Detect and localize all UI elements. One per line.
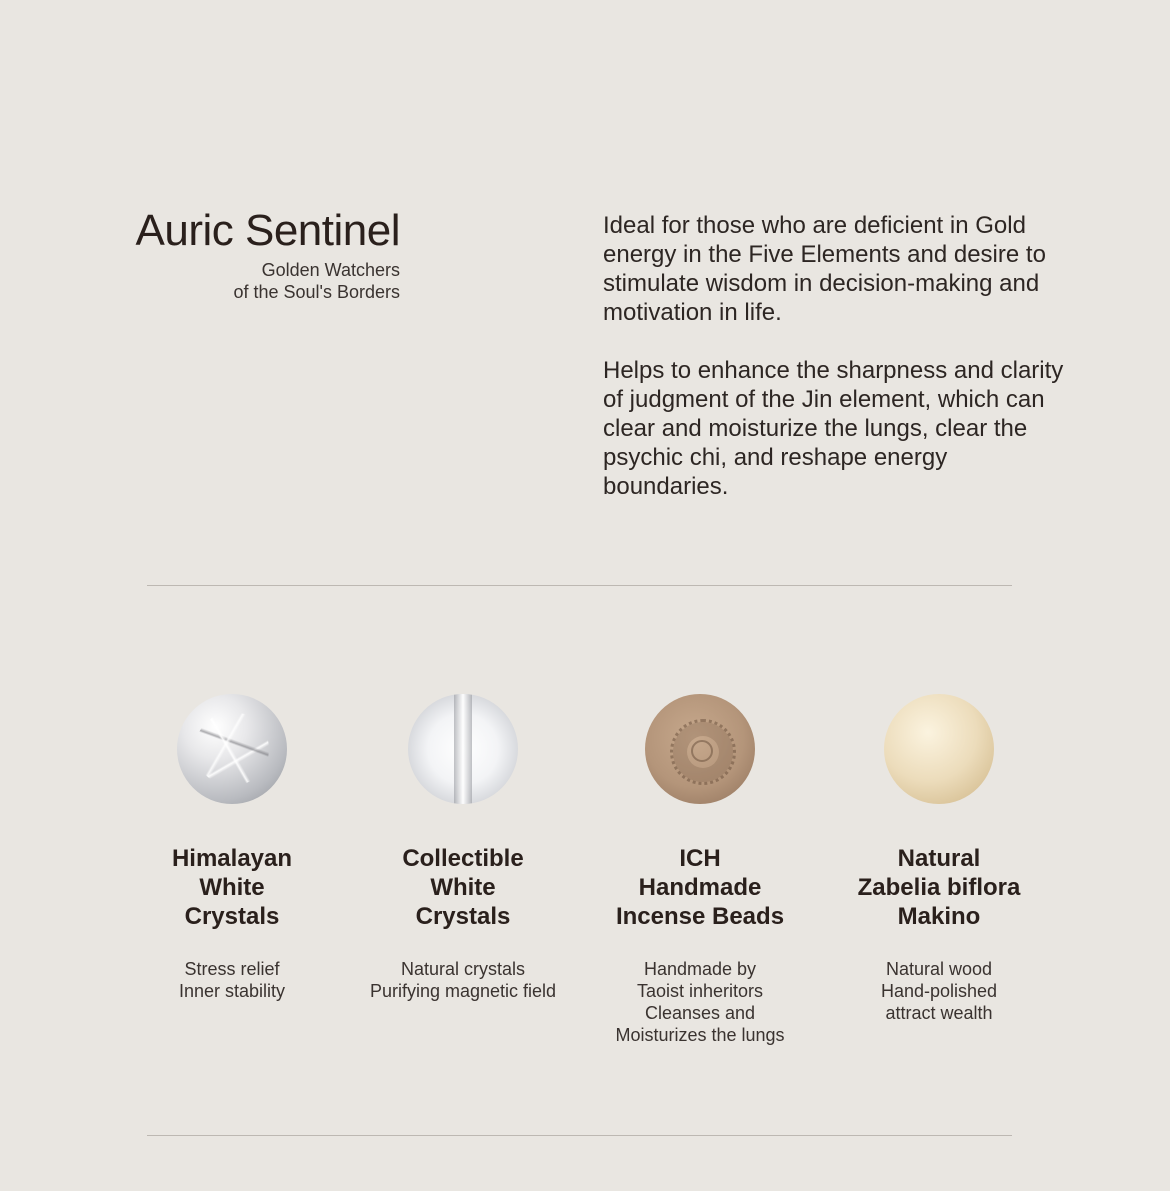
description-paragraph-2: Helps to enhance the sharpness and clarity of judgment of the Jin element, which can clear and moisturize the lungs, clear the psychic chi, and reshape energy boundaries. bbox=[603, 357, 1064, 500]
page-subtitle: Golden Watchers of the Soul's Borders bbox=[233, 260, 400, 302]
divider-top bbox=[147, 585, 1012, 586]
material-features: Natural crystals Purifying magnetic field bbox=[369, 959, 557, 1001]
description-paragraph-1: Ideal for those who are deficient in Gold energy in the Five Elements and desire to stimulate wisdom in decision-making and motivation in life. bbox=[603, 212, 1046, 326]
material-item-himalayan-crystals bbox=[117, 694, 347, 1002]
incense-bead-icon bbox=[645, 694, 755, 804]
divider-bottom bbox=[147, 1135, 1012, 1136]
material-name: ICH Handmade Incense Beads bbox=[615, 845, 785, 930]
material-name: Natural Zabelia biflora Makino bbox=[857, 845, 1021, 930]
material-item-collectible-crystals bbox=[348, 694, 578, 1002]
clear-crystal-bead-icon bbox=[408, 694, 518, 804]
page-title: Auric Sentinel bbox=[135, 206, 400, 255]
material-features: Stress relief Inner stability bbox=[178, 959, 286, 1001]
wood-bead-icon bbox=[884, 694, 994, 804]
material-item-zabelia-wood bbox=[824, 694, 1054, 1024]
material-item-incense-beads bbox=[585, 694, 815, 1046]
description bbox=[603, 211, 1073, 530]
material-features: Natural wood Hand-polished attract wealth bbox=[880, 959, 998, 1023]
title-block bbox=[110, 205, 400, 303]
crackle-crystal-bead-icon bbox=[177, 694, 287, 804]
material-name: Himalayan White Crystals bbox=[171, 845, 293, 930]
material-features: Handmade by Taoist inheritors Cleanses and Moisturizes the lungs bbox=[615, 959, 785, 1045]
material-name: Collectible White Crystals bbox=[402, 845, 524, 930]
